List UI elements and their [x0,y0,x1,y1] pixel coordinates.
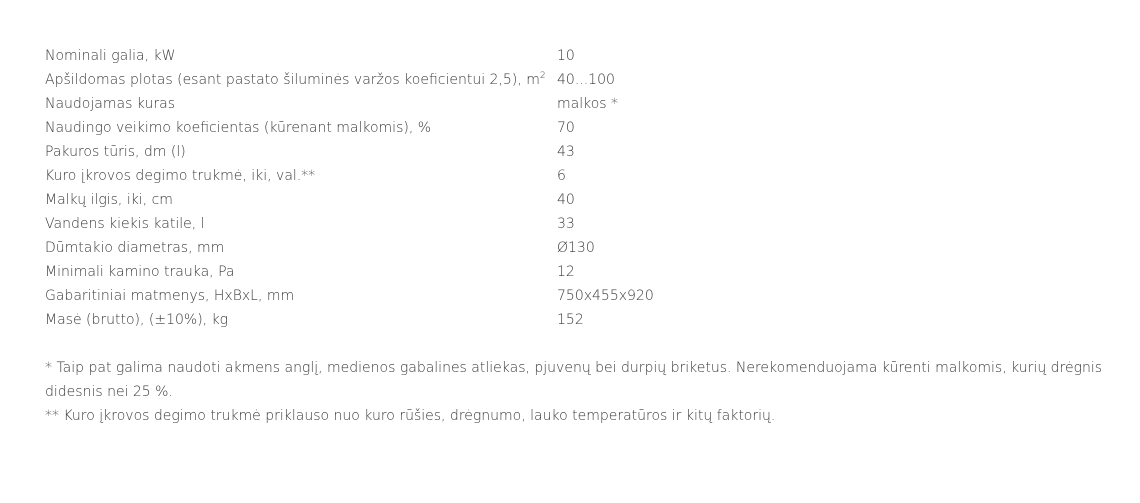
spec-label: Gabaritiniai matmenys, HxBxL, mm [45,288,295,304]
spec-row-burn-time [45,164,1105,188]
spec-value: 152 [557,312,584,328]
spec-row-chimney-draft [45,260,1105,284]
spec-label: Dūmtakio diametras, mm [45,240,225,256]
spec-label: Minimali kamino trauka, Pa [45,264,235,280]
footnotes [45,356,1110,428]
spec-label: Kuro įkrovos degimo trukmė, iki, val.** [45,168,316,184]
spec-label-superscript: 2 [539,71,546,81]
spec-row-log-length [45,188,1105,212]
spec-value: 40 [557,192,575,208]
spec-label [45,68,546,92]
spec-label: Masė (brutto), (±10%), kg [45,312,229,328]
spec-label: Pakuros tūris, dm (l) [45,144,186,160]
spec-row-flue-diameter [45,236,1105,260]
spec-row-weight [45,308,1105,332]
spec-label: Nominali galia, kW [45,48,176,64]
spec-value: 10 [557,48,575,64]
spec-label: Naudojamas kuras [45,96,175,112]
spec-label: Malkų ilgis, iki, cm [45,192,173,208]
spec-row-efficiency [45,116,1105,140]
spec-row-firebox-volume [45,140,1105,164]
spec-value: malkos * [557,96,619,112]
spec-value: 6 [557,168,566,184]
footnote-burn-time: ** Kuro įkrovos degimo trukmė priklauso nuo kuro rūšies, drėgnumo, lauko temperatūros ir kitų faktorių. [45,408,776,424]
spec-value: 750x455x920 [557,288,654,304]
spec-row-water-volume [45,212,1105,236]
specifications-table [45,44,1105,332]
spec-value: 70 [557,120,575,136]
spec-value: 33 [557,216,575,232]
spec-label-text: Apšildomas plotas (esant pastato šiluminės varžos koeficientui 2,5), m [45,72,540,88]
spec-value: 43 [557,144,575,160]
spec-value: 12 [557,264,575,280]
footnote-fuel: * Taip pat galima naudoti akmens anglį, medienos gabalines atliekas, pjuvenų bei durpių briketus. Nerekomenduojama kūrenti malkomis, kurių drėgnis didesnis nei 25 %. [45,360,1103,400]
spec-value: Ø130 [557,240,595,256]
spec-row-heated-area [45,68,1105,92]
spec-row-dimensions [45,284,1105,308]
spec-value: 40...100 [557,72,615,88]
spec-label: Vandens kiekis katile, l [45,216,205,232]
spec-row-fuel [45,92,1105,116]
spec-label: Naudingo veikimo koeficientas (kūrenant malkomis), % [45,120,432,136]
spec-row-nominal-power [45,44,1105,68]
